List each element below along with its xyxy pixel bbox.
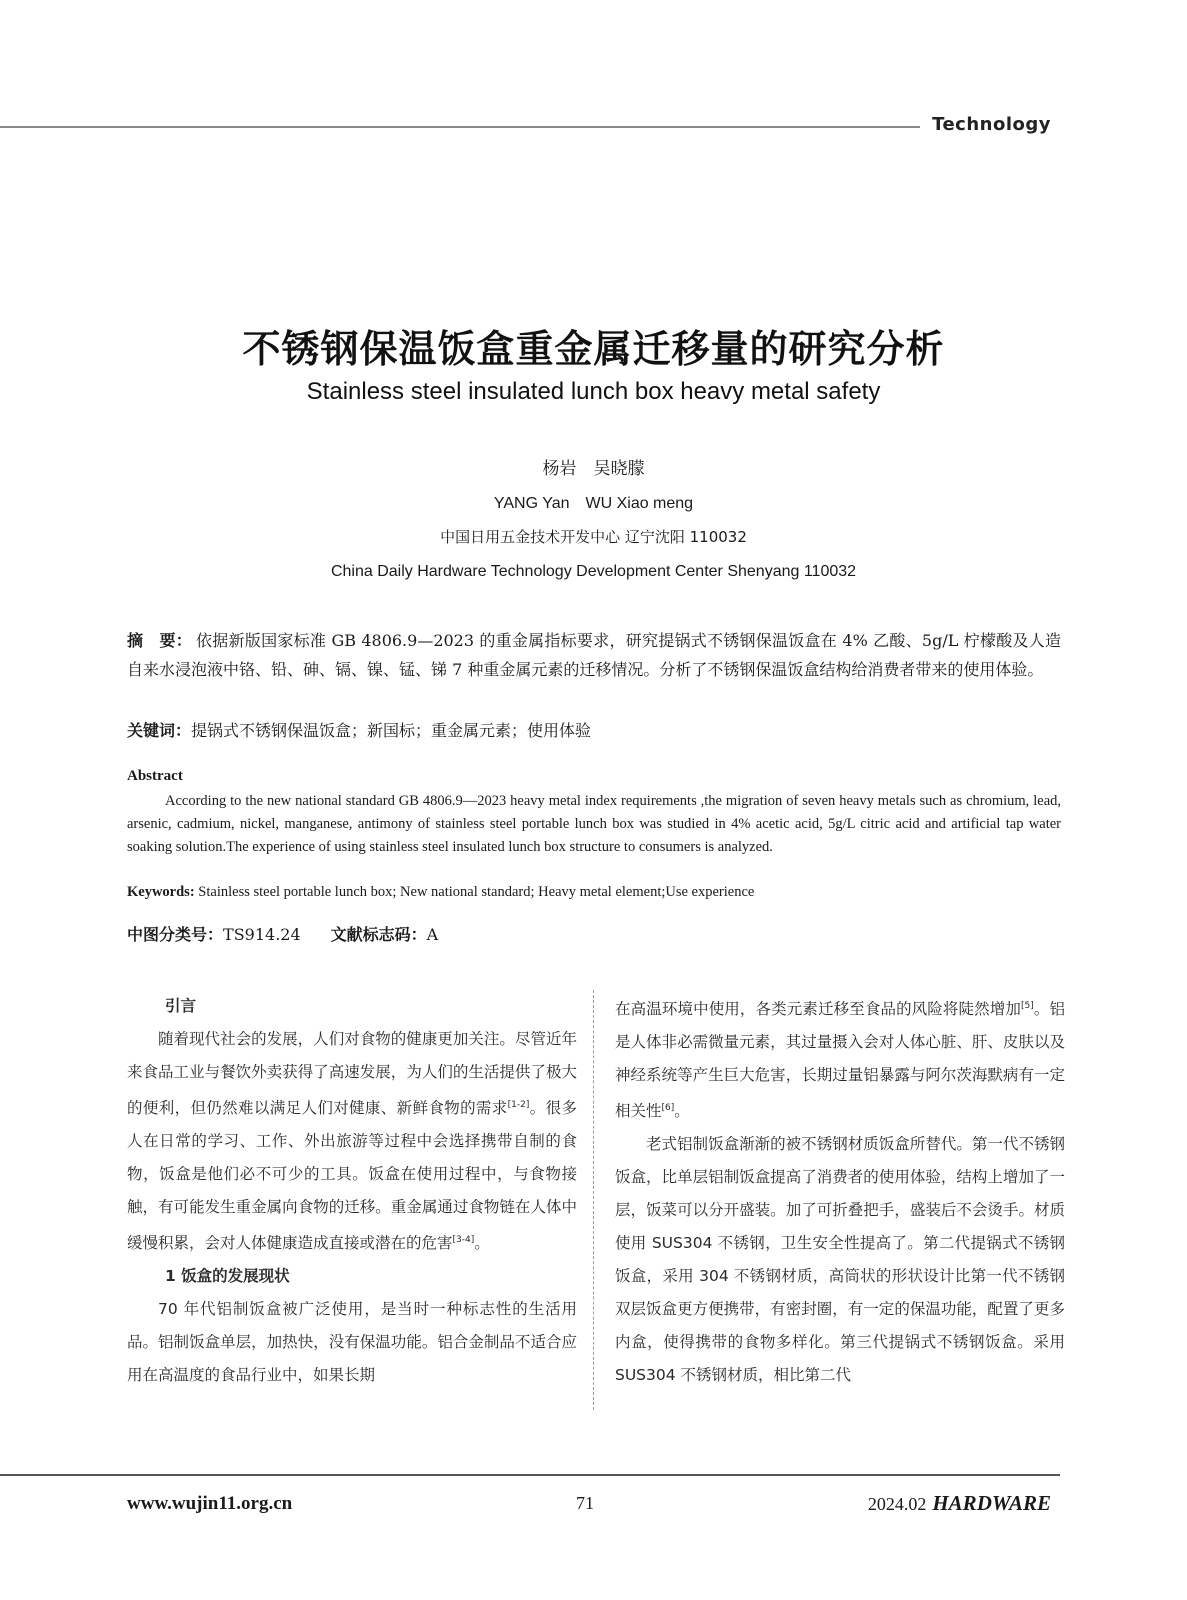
abstract-chinese-text: 依据新版国家标准 GB 4806.9—2023 的重金属指标要求，研究提锅式不锈钢保温饭盒在 4% 乙酸、5g/L 柠檬酸及人造自来水浸泡液中铬、铅、砷、镉、镍、锰、锑 7 种重金属元素的迁移情况。分析了不锈钢保温饭盒结构给消费者带来的使用体验。 bbox=[127, 631, 1061, 679]
classification-line bbox=[127, 922, 438, 945]
keywords-chinese bbox=[127, 716, 1061, 745]
issue-date: 2024.02 bbox=[867, 1494, 927, 1514]
page-number: 71 bbox=[576, 1493, 594, 1513]
keywords-chinese-text: 提锅式不锈钢保温饭盒；新国标；重金属元素；使用体验 bbox=[191, 721, 592, 740]
continued-paragraph: 在高温环境中使用，各类元素迁移至食品的风险将陡然增加[5]。铝是人体非必需微量元素，其过量摄入会对人体心脏、肝、皮肤以及神经系统等产生巨大危害，长期过量铝暴露与阿尔茨海默病有一定相关性[6]。 bbox=[615, 1000, 1065, 1121]
authors-english: YANG Yan WU Xiao meng bbox=[493, 495, 694, 512]
doc-code-value: A bbox=[426, 925, 439, 944]
affiliation-english: China Daily Hardware Technology Development Center Shenyang 110032 bbox=[330, 563, 857, 580]
footer-journal bbox=[868, 1491, 1051, 1516]
abstract-chinese-label: 摘 要： bbox=[127, 631, 193, 650]
body-column-left bbox=[127, 990, 577, 1392]
column-divider bbox=[593, 990, 594, 1410]
clc-label: 中图分类号： bbox=[127, 925, 224, 944]
citation-ref: [5] bbox=[1021, 1001, 1034, 1011]
section-tag: Technology bbox=[932, 114, 1051, 135]
title-chinese: 不锈钢保温饭盒重金属迁移量的研究分析 bbox=[242, 327, 945, 371]
title-english: Stainless steel insulated lunch box heavy metal safety bbox=[306, 378, 881, 405]
keywords-english bbox=[127, 884, 1061, 901]
citation-ref: [6] bbox=[661, 1103, 675, 1114]
authors-chinese: 杨岩 吴晓朦 bbox=[542, 459, 645, 479]
section-1-heading: 1 饭盒的发展现状 bbox=[165, 1267, 290, 1286]
abstract-english-label: Abstract bbox=[127, 768, 183, 784]
intro-paragraph: 随着现代社会的发展，人们对食物的健康更加关注。尽管近年来食品工业与餐饮外卖获得了高速发展，为人们的生活提供了极大的便利，但仍然难以满足人们对健康、新鲜食物的需求[1-2]。很多人在日常的学习、工作、外出旅游等过程中会选择携带自制的食物，饭盒是他们必不可少的工具。饭盒在使用过程中，与食物接触，有可能发生重金属向食物的迁移。重金属通过食物链在人体中缓慢积累，会对人体健康造成直接或潜在的危害[3-4]。 bbox=[127, 1030, 577, 1253]
intro-heading: 引言 bbox=[165, 997, 197, 1015]
history-paragraph: 老式铝制饭盒渐渐的被不锈钢材质饭盒所替代。第一代不锈钢饭盒，比单层铝制饭盒提高了消费者的使用体验，结构上增加了一层，饭菜可以分开盛装。加了可折叠把手，盛装后不会烫手。材质使用 SUS304 不锈钢，卫生安全性提高了。第二代提锅式不锈钢饭盒，采用 304 不锈钢材质，高筒状的形状设计比第一代不锈钢双层饭盒更方便携带，有密封圈，有一定的保温功能，配置了更多内盒，使得携带的食物多样化。第三代提锅式不锈钢饭盒。采用 SUS304 不锈钢材质，相比第二代 bbox=[615, 1135, 1065, 1385]
keywords-english-text: Stainless steel portable lunch box; New national standard; Heavy metal element;Use experience bbox=[198, 884, 755, 900]
doc-code-label: 文献标志码： bbox=[330, 925, 427, 944]
affiliation-chinese: 中国日用五金技术开发中心 辽宁沈阳 110032 bbox=[440, 528, 747, 546]
citation-ref: [3-4] bbox=[452, 1235, 475, 1246]
abstract-chinese bbox=[127, 626, 1061, 684]
keywords-chinese-label: 关键词： bbox=[127, 721, 192, 740]
section-1-paragraph: 70 年代铝制饭盒被广泛使用，是当时一种标志性的生活用品。铝制饭盒单层，加热快，没有保温功能。铝合金制品不适合应用在高温度的食品行业中，如果长期 bbox=[127, 1300, 577, 1385]
journal-name: HARDWARE bbox=[932, 1491, 1051, 1515]
footer-rule bbox=[0, 1474, 1060, 1476]
citation-ref: [1-2] bbox=[507, 1100, 530, 1110]
footer-website-link[interactable]: www.wujin11.org.cn bbox=[127, 1493, 293, 1514]
body-column-right bbox=[615, 990, 1065, 1392]
clc-value: TS914.24 bbox=[223, 925, 301, 944]
keywords-english-label: Keywords: bbox=[127, 884, 195, 900]
abstract-english-text: According to the new national standard GB 4806.9—2023 heavy metal index requirements ,the migration of seven heavy metals such as chromium, lead, arsenic, cadmium, nickel, manganese, antimony of stainless steel portable lunch box was studied in 4% acetic acid, 5g/L citric acid and artificial tap water soaking solution.The experience of using stainless steel insulated lunch box structure to consumers is analyzed. bbox=[127, 793, 1061, 855]
header-rule bbox=[0, 126, 920, 128]
